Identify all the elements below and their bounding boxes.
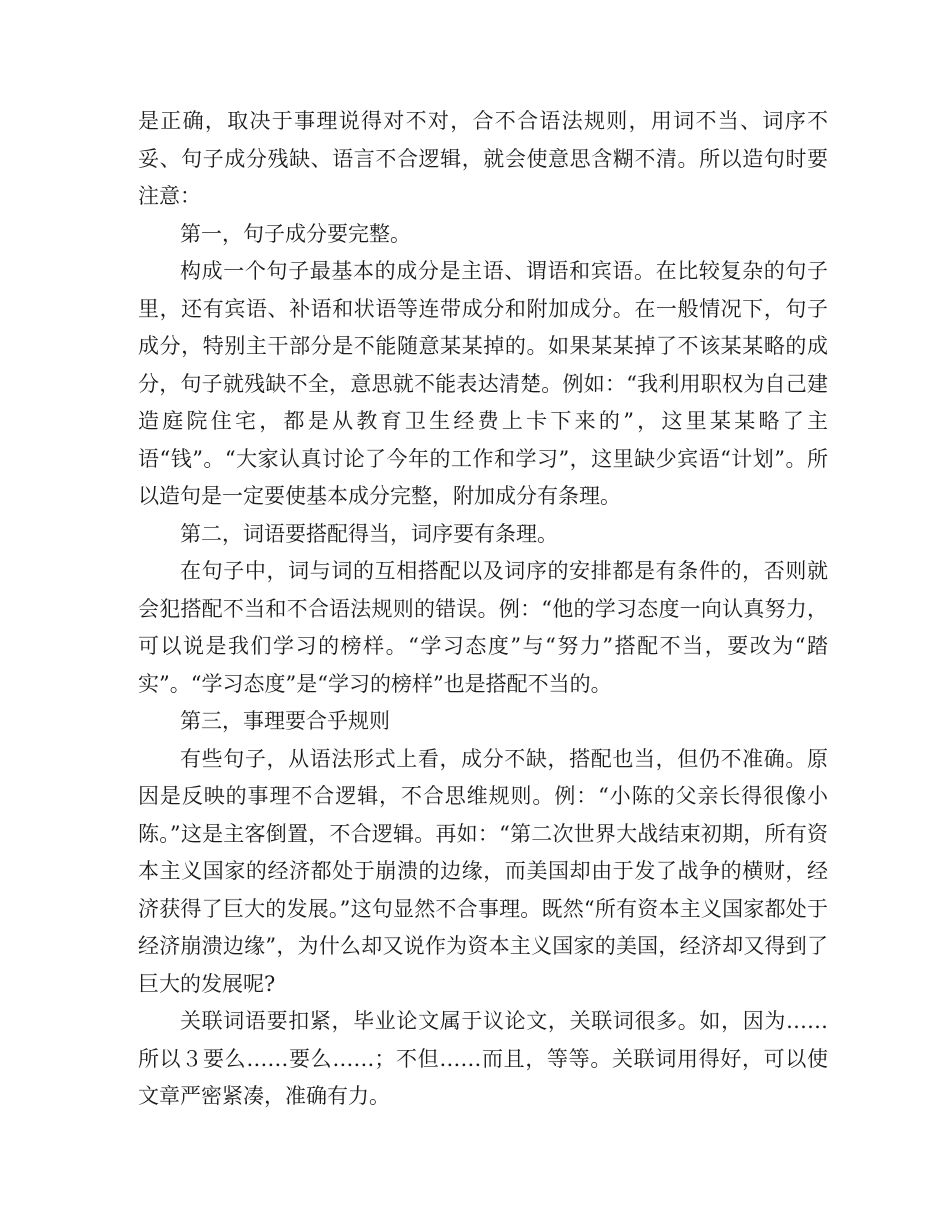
section-heading-3: 第三，事理要合乎规则 (180, 709, 390, 733)
paragraph-sentence-completeness: 构成一个句子最基本的成分是主语、谓语和宾语。在比较复杂的句子里，还有宾语、补语和状语等连带成分和附加成分。在一般情况下，句子成分，特别主干部分是不能随意某某掉的。如果某某掉了不该某某略的成分，句子就残缺不全，意思就不能表达清楚。例如：“我利用职权为自己建造庭院住宅，都是从教育卫生经费上卡下来的”，这里某某略了主语“钱”。“大家认真讨论了今年的工作和学习”，这里缺少宾语“计划”。所以造句是一定要使基本成分完整，附加成分有条理。 (138, 259, 828, 508)
paragraph-continuation: 是正确，取决于事理说得对不对，合不合语法规则，用词不当、词序不妥、句子成分残缺、语言不合逻辑，就会使意思含糊不清。所以造句时要注意： (138, 109, 828, 208)
paragraph-conjunctions: 关联词语要扣紧，毕业论文属于议论文，关联词很多。如，因为……所以３要么……要么……；不但……而且，等等。关联词用得好，可以使文章严密紧凑，准确有力。 (138, 1009, 828, 1108)
body-text (138, 103, 828, 1116)
section-heading-1: 第一，句子成分要完整。 (180, 221, 411, 246)
section-heading-2: 第二，词语要搭配得当，词序要有条理。 (180, 521, 558, 546)
paragraph-word-collocation: 在句子中，词与词的互相搭配以及词序的安排都是有条件的，否则就会犯搭配不当和不合语法规则的错误。例：“他的学习态度一向认真努力，可以说是我们学习的榜样。“学习态度”与“努力”搭配不当，要改为“踏实”。“学习态度”是“学习的榜样”也是搭配不当的。 (138, 559, 828, 696)
paragraph-logic: 有些句子，从语法形式上看，成分不缺，搭配也当，但仍不准确。原因是反映的事理不合逻辑，不合思维规则。例：“小陈的父亲长得很像小陈。”这是主客倒置，不合逻辑。再如：“第二次世界大战结束初期，所有资本主义国家的经济都处于崩溃的边缘，而美国却由于发了战争的横财，经济获得了巨大的发展。”这句显然不合事理。既然“所有资本主义国家都处于经济崩溃边缘”，为什么却又说作为资本主义国家的美国，经济却又得到了巨大的发展呢? (138, 746, 828, 996)
